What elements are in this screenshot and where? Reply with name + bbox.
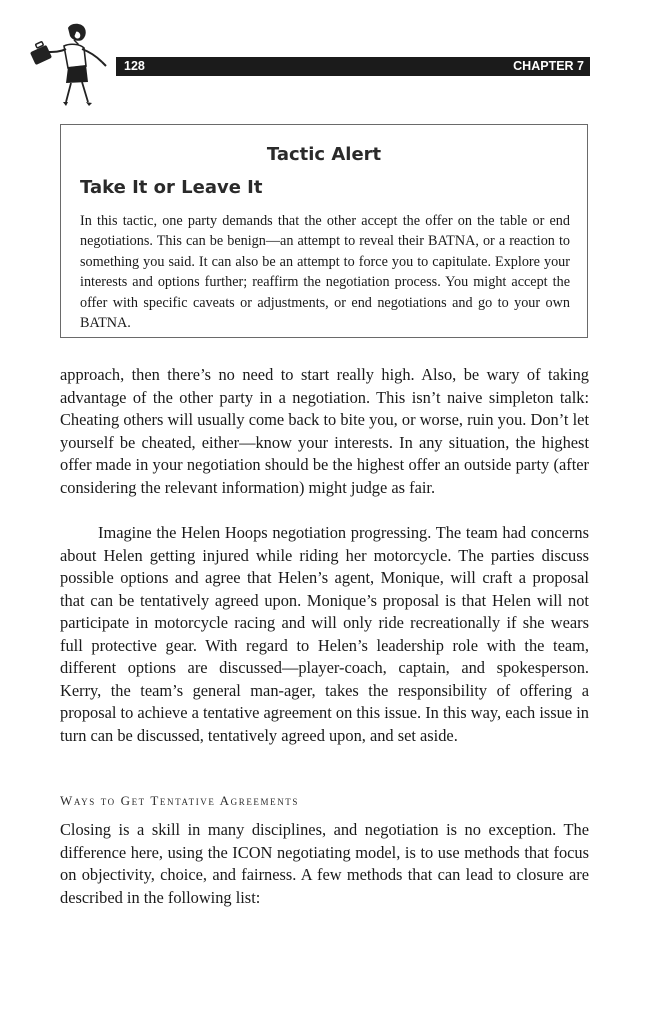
page-number: 128 <box>124 59 145 73</box>
running-header <box>116 57 590 76</box>
paragraph-2-text: Imagine the Helen Hoops negotiation progressing. The team had concerns about Helen getting injured while riding her motorcycle. The parties discuss possible options and agree that Helen’s agent, Monique, will craft a proposal that can be tentatively agreed upon. Monique’s proposal is that Helen will not participate in motorcycle racing and will only ride recreationally if she wears full protective gear. With regard to Helen’s leadership role with the team, different options are discussed—player-coach, captain, and spokesperson. Kerry, the team’s general man-ager, takes the responsibility of offering a proposal to achieve a tentative agreement on this issue. In this way, each issue in turn can be discussed, tentatively agreed upon, and set aside. <box>60 523 589 745</box>
businesswoman-icon <box>30 22 110 108</box>
paragraph-2 <box>60 522 589 747</box>
alert-body: In this tactic, one party demands that the other accept the offer on the table or end negotiations. This can be benign—an attempt to reveal their BATNA, or a reaction to something you said. It can also be an attempt to force you to capitulate. Explore your interests and options further; reaffirm the negotiation process. You might accept the offer with specific caveats or adjustments, or end negotiations and go to your own BATNA. <box>80 213 570 332</box>
alert-heading: Take It or Leave It <box>80 177 263 198</box>
section-heading: Ways to Get Tentative Agreements <box>60 793 300 808</box>
paragraph-3 <box>60 819 589 909</box>
alert-title: Tactic Alert <box>266 144 382 165</box>
tactic-alert-box <box>60 124 588 338</box>
paragraph-3-text: Closing is a skill in many disciplines, and negotiation is no exception. The difference here, using the ICON negotiating model, is to use methods that focus on objectivity, choice, and fairness. A few methods that can lead to closure are described in the following list: <box>60 820 589 907</box>
paragraph-1-text: approach, then there’s no need to start really high. Also, be wary of taking advantage of the other party in a negotiation. This isn’t naive simpleton talk: Cheating others will usually come back to bite you, or worse, ruin you. Don’t let yourself be cheated, either—know your interests. In any situation, the highest offer made in your negotiation should be the highest offer an outside party (after considering the relevant information) might judge as fair. <box>60 365 589 497</box>
chapter-label: CHAPTER 7 <box>513 59 584 73</box>
paragraph-1 <box>60 364 589 499</box>
